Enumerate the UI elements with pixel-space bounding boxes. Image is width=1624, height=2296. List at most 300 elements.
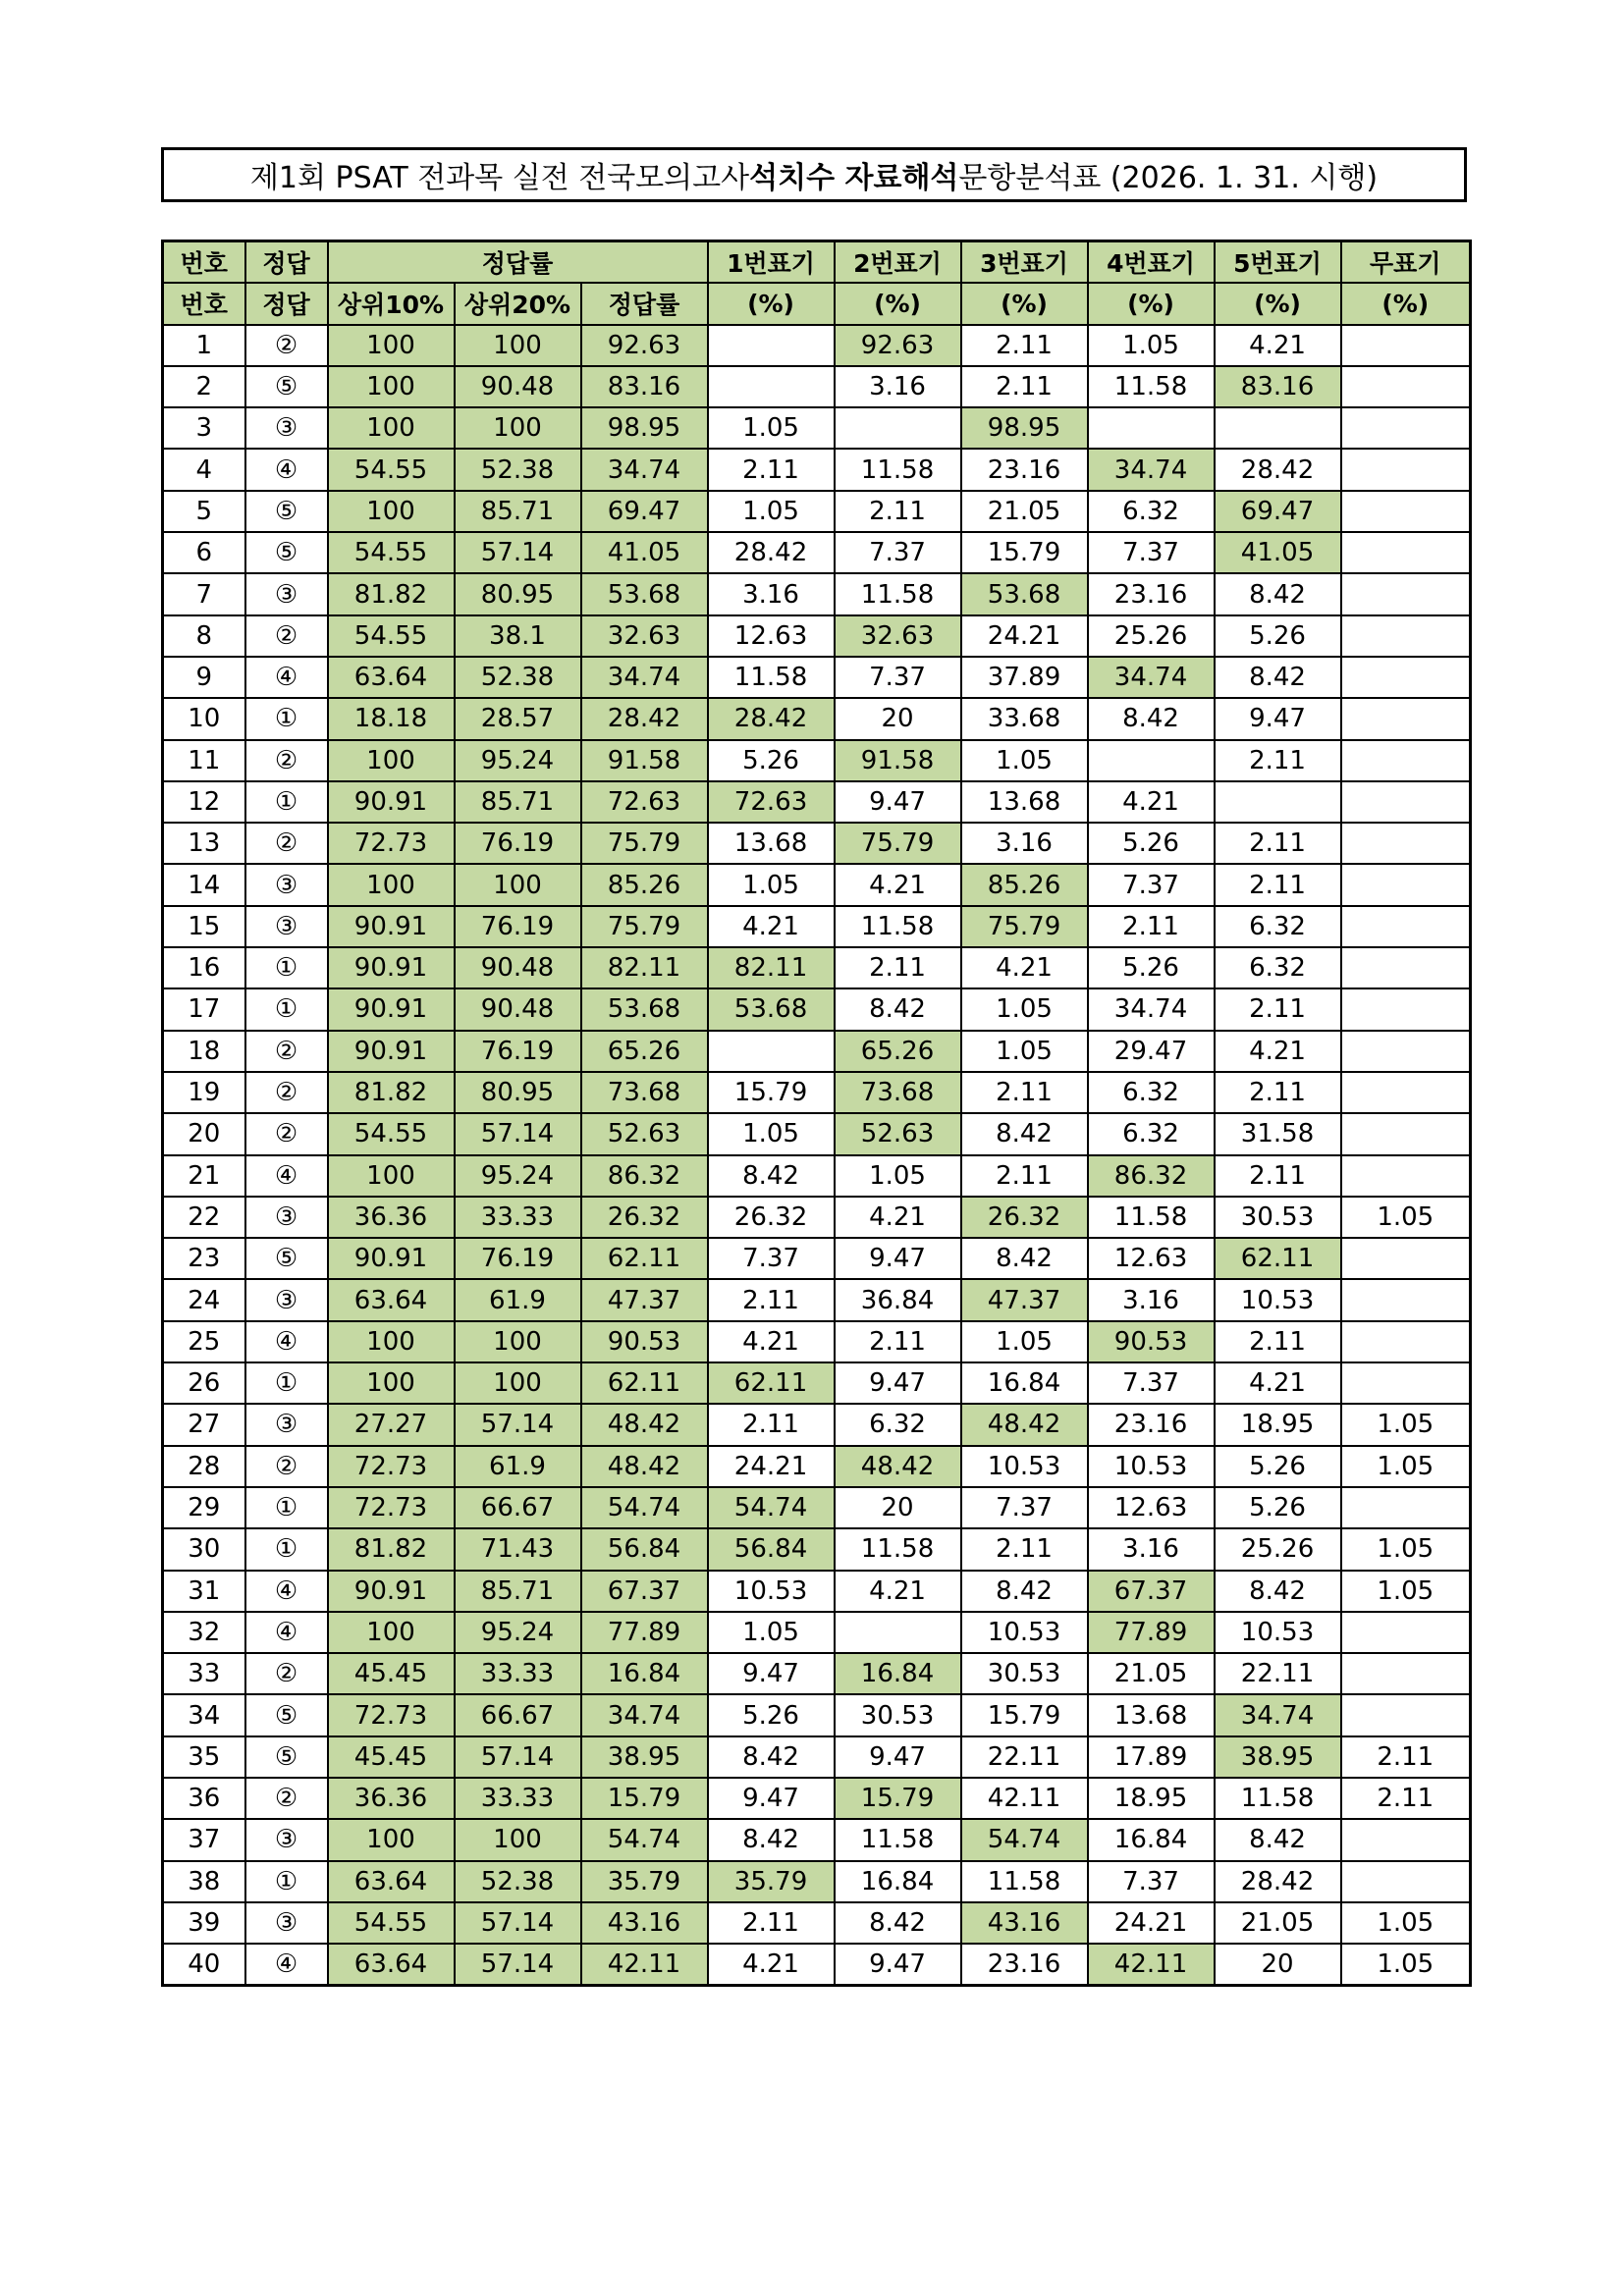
title-prefix: 제1회 PSAT 전과목 실전 전국모의고사 xyxy=(249,161,750,195)
cell-answer: ② xyxy=(245,1031,328,1072)
cell-mark-4: 6.32 xyxy=(1088,1072,1215,1113)
cell-top10: 90.91 xyxy=(328,781,455,823)
cell-top10: 100 xyxy=(328,1321,455,1362)
cell-mark-3: 37.89 xyxy=(961,657,1088,698)
cell-number: 20 xyxy=(163,1113,245,1154)
table-row xyxy=(163,366,1471,407)
cell-mark-5: 34.74 xyxy=(1215,1694,1341,1735)
cell-top10: 63.64 xyxy=(328,1944,455,1986)
cell-correct-rate: 34.74 xyxy=(581,657,708,698)
cell-no-mark xyxy=(1341,1694,1471,1735)
table-row xyxy=(163,906,1471,947)
cell-answer: ② xyxy=(245,740,328,781)
cell-mark-1: 5.26 xyxy=(708,740,835,781)
cell-correct-rate: 42.11 xyxy=(581,1944,708,1986)
cell-mark-1: 7.37 xyxy=(708,1238,835,1279)
header-row-2 xyxy=(163,283,1471,324)
cell-top20: 57.14 xyxy=(455,1113,581,1154)
cell-answer: ③ xyxy=(245,573,328,614)
cell-no-mark xyxy=(1341,449,1471,490)
cell-mark-5: 2.11 xyxy=(1215,988,1341,1030)
cell-mark-4: 86.32 xyxy=(1088,1155,1215,1197)
cell-mark-5: 8.42 xyxy=(1215,573,1341,614)
cell-mark-2: 6.32 xyxy=(835,1404,961,1445)
cell-number: 40 xyxy=(163,1944,245,1986)
cell-number: 29 xyxy=(163,1487,245,1528)
cell-mark-5: 30.53 xyxy=(1215,1197,1341,1238)
cell-top10: 72.73 xyxy=(328,1487,455,1528)
cell-mark-1: 54.74 xyxy=(708,1487,835,1528)
cell-top10: 63.64 xyxy=(328,1279,455,1320)
cell-no-mark xyxy=(1341,1321,1471,1362)
cell-mark-4: 6.32 xyxy=(1088,1113,1215,1154)
cell-mark-2: 11.58 xyxy=(835,573,961,614)
cell-top10: 63.64 xyxy=(328,1861,455,1902)
cell-mark-3: 11.58 xyxy=(961,1861,1088,1902)
cell-mark-1: 9.47 xyxy=(708,1778,835,1819)
cell-mark-4: 3.16 xyxy=(1088,1279,1215,1320)
cell-mark-3: 21.05 xyxy=(961,491,1088,532)
cell-mark-3: 48.42 xyxy=(961,1404,1088,1445)
table-row xyxy=(163,491,1471,532)
cell-correct-rate: 35.79 xyxy=(581,1861,708,1902)
cell-mark-5: 6.32 xyxy=(1215,906,1341,947)
cell-mark-2: 4.21 xyxy=(835,864,961,905)
cell-mark-5: 2.11 xyxy=(1215,1321,1341,1362)
cell-number: 5 xyxy=(163,491,245,532)
cell-top10: 100 xyxy=(328,1362,455,1404)
cell-number: 25 xyxy=(163,1321,245,1362)
cell-no-mark xyxy=(1341,1279,1471,1320)
cell-mark-3: 3.16 xyxy=(961,823,1088,864)
cell-no-mark xyxy=(1341,1653,1471,1694)
cell-top10: 72.73 xyxy=(328,823,455,864)
table-row xyxy=(163,1113,1471,1154)
cell-mark-1: 2.11 xyxy=(708,1902,835,1944)
cell-mark-5: 41.05 xyxy=(1215,532,1341,573)
subheader-correct-rate: 정답률 xyxy=(581,283,708,324)
header-mark-5: 5번표기 xyxy=(1215,241,1341,284)
cell-answer: ② xyxy=(245,1653,328,1694)
cell-number: 32 xyxy=(163,1612,245,1653)
cell-top20: 28.57 xyxy=(455,698,581,739)
cell-no-mark xyxy=(1341,573,1471,614)
cell-answer: ③ xyxy=(245,1902,328,1944)
cell-no-mark: 1.05 xyxy=(1341,1197,1471,1238)
cell-top10: 63.64 xyxy=(328,657,455,698)
cell-number: 4 xyxy=(163,449,245,490)
cell-correct-rate: 54.74 xyxy=(581,1487,708,1528)
cell-mark-2 xyxy=(835,1612,961,1653)
cell-mark-2: 7.37 xyxy=(835,657,961,698)
cell-number: 1 xyxy=(163,325,245,366)
cell-mark-1: 28.42 xyxy=(708,532,835,573)
cell-mark-4: 4.21 xyxy=(1088,781,1215,823)
cell-number: 15 xyxy=(163,906,245,947)
cell-number: 7 xyxy=(163,573,245,614)
cell-mark-3: 75.79 xyxy=(961,906,1088,947)
cell-mark-2: 16.84 xyxy=(835,1861,961,1902)
cell-mark-3: 1.05 xyxy=(961,1031,1088,1072)
cell-mark-2: 2.11 xyxy=(835,491,961,532)
cell-number: 16 xyxy=(163,947,245,988)
cell-number: 27 xyxy=(163,1404,245,1445)
subheader-mark-5-unit: (%) xyxy=(1215,283,1341,324)
cell-mark-4: 25.26 xyxy=(1088,615,1215,657)
header-correct-rate-group: 정답률 xyxy=(328,241,708,284)
cell-mark-1: 26.32 xyxy=(708,1197,835,1238)
cell-answer: ⑤ xyxy=(245,1694,328,1735)
cell-correct-rate: 28.42 xyxy=(581,698,708,739)
cell-top20: 33.33 xyxy=(455,1197,581,1238)
cell-mark-4: 11.58 xyxy=(1088,1197,1215,1238)
cell-top10: 54.55 xyxy=(328,449,455,490)
table-row xyxy=(163,1612,1471,1653)
cell-top10: 54.55 xyxy=(328,615,455,657)
cell-correct-rate: 47.37 xyxy=(581,1279,708,1320)
cell-top10: 54.55 xyxy=(328,532,455,573)
cell-top20: 90.48 xyxy=(455,366,581,407)
cell-mark-2: 9.47 xyxy=(835,781,961,823)
cell-mark-1: 4.21 xyxy=(708,1321,835,1362)
cell-mark-1: 8.42 xyxy=(708,1819,835,1860)
cell-no-mark xyxy=(1341,864,1471,905)
cell-answer: ③ xyxy=(245,1404,328,1445)
cell-mark-2: 75.79 xyxy=(835,823,961,864)
cell-top20: 100 xyxy=(455,1362,581,1404)
cell-mark-4: 5.26 xyxy=(1088,823,1215,864)
cell-top10: 90.91 xyxy=(328,1571,455,1612)
header-mark-4: 4번표기 xyxy=(1088,241,1215,284)
cell-no-mark xyxy=(1341,1487,1471,1528)
cell-no-mark xyxy=(1341,1072,1471,1113)
title-subject: 석치수 자료해석 xyxy=(749,161,959,195)
cell-top20: 52.38 xyxy=(455,1861,581,1902)
cell-top10: 100 xyxy=(328,1612,455,1653)
cell-no-mark xyxy=(1341,988,1471,1030)
table-row xyxy=(163,1736,1471,1778)
cell-mark-5: 10.53 xyxy=(1215,1279,1341,1320)
cell-mark-3: 2.11 xyxy=(961,325,1088,366)
cell-no-mark xyxy=(1341,1155,1471,1197)
cell-number: 33 xyxy=(163,1653,245,1694)
cell-mark-2: 11.58 xyxy=(835,449,961,490)
cell-mark-5: 28.42 xyxy=(1215,1861,1341,1902)
cell-correct-rate: 53.68 xyxy=(581,573,708,614)
cell-mark-2: 9.47 xyxy=(835,1362,961,1404)
cell-top20: 71.43 xyxy=(455,1528,581,1570)
cell-number: 6 xyxy=(163,532,245,573)
cell-mark-5: 9.47 xyxy=(1215,698,1341,739)
cell-number: 37 xyxy=(163,1819,245,1860)
cell-answer: ③ xyxy=(245,407,328,449)
cell-number: 18 xyxy=(163,1031,245,1072)
cell-number: 39 xyxy=(163,1902,245,1944)
cell-mark-2: 65.26 xyxy=(835,1031,961,1072)
cell-top10: 72.73 xyxy=(328,1446,455,1487)
cell-mark-1: 1.05 xyxy=(708,407,835,449)
cell-mark-4: 7.37 xyxy=(1088,1362,1215,1404)
cell-mark-4: 21.05 xyxy=(1088,1653,1215,1694)
cell-top10: 81.82 xyxy=(328,573,455,614)
cell-answer: ② xyxy=(245,615,328,657)
cell-mark-1 xyxy=(708,325,835,366)
cell-mark-3: 30.53 xyxy=(961,1653,1088,1694)
cell-mark-5: 69.47 xyxy=(1215,491,1341,532)
cell-answer: ⑤ xyxy=(245,1736,328,1778)
cell-mark-5: 28.42 xyxy=(1215,449,1341,490)
cell-no-mark: 1.05 xyxy=(1341,1571,1471,1612)
cell-mark-2: 1.05 xyxy=(835,1155,961,1197)
cell-top20: 61.9 xyxy=(455,1446,581,1487)
cell-number: 22 xyxy=(163,1197,245,1238)
cell-mark-4: 11.58 xyxy=(1088,366,1215,407)
cell-number: 38 xyxy=(163,1861,245,1902)
cell-mark-4: 1.05 xyxy=(1088,325,1215,366)
cell-answer: ⑤ xyxy=(245,1238,328,1279)
cell-mark-2: 48.42 xyxy=(835,1446,961,1487)
cell-mark-1: 1.05 xyxy=(708,491,835,532)
cell-mark-1: 8.42 xyxy=(708,1736,835,1778)
cell-number: 10 xyxy=(163,698,245,739)
cell-mark-3: 2.11 xyxy=(961,1155,1088,1197)
cell-answer: ② xyxy=(245,325,328,366)
subheader-top20: 상위20% xyxy=(455,283,581,324)
cell-mark-4: 12.63 xyxy=(1088,1487,1215,1528)
cell-correct-rate: 34.74 xyxy=(581,449,708,490)
table-row xyxy=(163,1279,1471,1320)
cell-answer: ① xyxy=(245,698,328,739)
table-row xyxy=(163,781,1471,823)
cell-top20: 76.19 xyxy=(455,1238,581,1279)
cell-no-mark xyxy=(1341,366,1471,407)
cell-correct-rate: 41.05 xyxy=(581,532,708,573)
cell-number: 28 xyxy=(163,1446,245,1487)
cell-mark-5: 62.11 xyxy=(1215,1238,1341,1279)
cell-no-mark xyxy=(1341,1031,1471,1072)
table-row xyxy=(163,1528,1471,1570)
cell-mark-2: 3.16 xyxy=(835,366,961,407)
cell-top20: 61.9 xyxy=(455,1279,581,1320)
subheader-top10: 상위10% xyxy=(328,283,455,324)
cell-answer: ② xyxy=(245,1072,328,1113)
cell-number: 35 xyxy=(163,1736,245,1778)
cell-mark-1: 1.05 xyxy=(708,1113,835,1154)
cell-top20: 100 xyxy=(455,1321,581,1362)
cell-mark-3: 47.37 xyxy=(961,1279,1088,1320)
cell-correct-rate: 75.79 xyxy=(581,823,708,864)
cell-mark-1: 12.63 xyxy=(708,615,835,657)
cell-top20: 76.19 xyxy=(455,823,581,864)
cell-mark-3: 23.16 xyxy=(961,449,1088,490)
table-row xyxy=(163,1362,1471,1404)
cell-mark-5: 2.11 xyxy=(1215,823,1341,864)
cell-mark-4: 34.74 xyxy=(1088,988,1215,1030)
cell-no-mark xyxy=(1341,740,1471,781)
cell-top10: 54.55 xyxy=(328,1902,455,1944)
cell-no-mark xyxy=(1341,657,1471,698)
cell-mark-1: 2.11 xyxy=(708,1279,835,1320)
cell-number: 34 xyxy=(163,1694,245,1735)
cell-mark-1: 53.68 xyxy=(708,988,835,1030)
cell-mark-1: 4.21 xyxy=(708,906,835,947)
cell-top10: 81.82 xyxy=(328,1072,455,1113)
cell-mark-2 xyxy=(835,407,961,449)
cell-top10: 90.91 xyxy=(328,906,455,947)
cell-top20: 100 xyxy=(455,1819,581,1860)
cell-top10: 90.91 xyxy=(328,1238,455,1279)
cell-answer: ④ xyxy=(245,449,328,490)
cell-no-mark xyxy=(1341,781,1471,823)
cell-top10: 36.36 xyxy=(328,1778,455,1819)
cell-correct-rate: 52.63 xyxy=(581,1113,708,1154)
cell-mark-2: 11.58 xyxy=(835,1819,961,1860)
cell-answer: ③ xyxy=(245,906,328,947)
cell-mark-3: 33.68 xyxy=(961,698,1088,739)
table-row xyxy=(163,1944,1471,1986)
header-answer: 정답 xyxy=(245,241,328,284)
cell-top20: 95.24 xyxy=(455,740,581,781)
cell-answer: ⑤ xyxy=(245,491,328,532)
cell-correct-rate: 34.74 xyxy=(581,1694,708,1735)
cell-number: 17 xyxy=(163,988,245,1030)
cell-top10: 100 xyxy=(328,407,455,449)
cell-top10: 36.36 xyxy=(328,1197,455,1238)
cell-mark-1 xyxy=(708,366,835,407)
cell-answer: ④ xyxy=(245,1944,328,1986)
cell-mark-5 xyxy=(1215,781,1341,823)
cell-mark-5: 38.95 xyxy=(1215,1736,1341,1778)
cell-mark-3: 7.37 xyxy=(961,1487,1088,1528)
cell-mark-3: 53.68 xyxy=(961,573,1088,614)
cell-mark-4: 3.16 xyxy=(1088,1528,1215,1570)
table-row xyxy=(163,1238,1471,1279)
item-analysis-table xyxy=(161,240,1472,1987)
cell-mark-1: 8.42 xyxy=(708,1155,835,1197)
cell-mark-3: 1.05 xyxy=(961,740,1088,781)
cell-top20: 100 xyxy=(455,407,581,449)
cell-no-mark: 1.05 xyxy=(1341,1528,1471,1570)
table-row xyxy=(163,698,1471,739)
cell-answer: ② xyxy=(245,823,328,864)
cell-mark-2: 4.21 xyxy=(835,1197,961,1238)
cell-number: 14 xyxy=(163,864,245,905)
cell-top20: 52.38 xyxy=(455,449,581,490)
cell-mark-1: 35.79 xyxy=(708,1861,835,1902)
cell-top10: 54.55 xyxy=(328,1113,455,1154)
cell-mark-2: 16.84 xyxy=(835,1653,961,1694)
cell-mark-2: 52.63 xyxy=(835,1113,961,1154)
cell-mark-3: 43.16 xyxy=(961,1902,1088,1944)
cell-mark-4: 34.74 xyxy=(1088,657,1215,698)
cell-number: 11 xyxy=(163,740,245,781)
table-row xyxy=(163,1321,1471,1362)
table-row xyxy=(163,864,1471,905)
cell-answer: ① xyxy=(245,1861,328,1902)
cell-mark-3: 1.05 xyxy=(961,1321,1088,1362)
cell-mark-2: 11.58 xyxy=(835,906,961,947)
cell-mark-5 xyxy=(1215,407,1341,449)
cell-mark-4: 34.74 xyxy=(1088,449,1215,490)
cell-correct-rate: 75.79 xyxy=(581,906,708,947)
cell-answer: ③ xyxy=(245,1197,328,1238)
cell-mark-3: 16.84 xyxy=(961,1362,1088,1404)
cell-top20: 38.1 xyxy=(455,615,581,657)
cell-no-mark: 1.05 xyxy=(1341,1944,1471,1986)
cell-mark-5: 2.11 xyxy=(1215,1155,1341,1197)
cell-mark-4: 12.63 xyxy=(1088,1238,1215,1279)
cell-correct-rate: 92.63 xyxy=(581,325,708,366)
cell-mark-1: 4.21 xyxy=(708,1944,835,1986)
cell-mark-3: 10.53 xyxy=(961,1612,1088,1653)
table-row xyxy=(163,1487,1471,1528)
cell-mark-5: 4.21 xyxy=(1215,1362,1341,1404)
cell-mark-1: 1.05 xyxy=(708,864,835,905)
table-row xyxy=(163,657,1471,698)
cell-mark-2: 30.53 xyxy=(835,1694,961,1735)
table-row xyxy=(163,449,1471,490)
cell-top20: 95.24 xyxy=(455,1155,581,1197)
cell-mark-1: 56.84 xyxy=(708,1528,835,1570)
cell-mark-3: 42.11 xyxy=(961,1778,1088,1819)
cell-answer: ① xyxy=(245,988,328,1030)
subheader-mark-3-unit: (%) xyxy=(961,283,1088,324)
cell-no-mark xyxy=(1341,823,1471,864)
cell-answer: ④ xyxy=(245,1321,328,1362)
cell-correct-rate: 54.74 xyxy=(581,1819,708,1860)
cell-mark-1 xyxy=(708,1031,835,1072)
header-no-mark: 무표기 xyxy=(1341,241,1471,284)
cell-number: 2 xyxy=(163,366,245,407)
cell-mark-5: 21.05 xyxy=(1215,1902,1341,1944)
cell-no-mark xyxy=(1341,1612,1471,1653)
cell-correct-rate: 62.11 xyxy=(581,1238,708,1279)
cell-correct-rate: 32.63 xyxy=(581,615,708,657)
cell-mark-2: 92.63 xyxy=(835,325,961,366)
cell-no-mark xyxy=(1341,698,1471,739)
cell-mark-5: 2.11 xyxy=(1215,740,1341,781)
title-suffix: 문항분석표 (2026. 1. 31. 시행) xyxy=(958,161,1379,195)
cell-top10: 100 xyxy=(328,1155,455,1197)
cell-mark-1: 10.53 xyxy=(708,1571,835,1612)
cell-top20: 80.95 xyxy=(455,1072,581,1113)
cell-correct-rate: 82.11 xyxy=(581,947,708,988)
cell-mark-1: 28.42 xyxy=(708,698,835,739)
subheader-answer: 정답 xyxy=(245,283,328,324)
table-row xyxy=(163,1197,1471,1238)
cell-mark-2: 9.47 xyxy=(835,1944,961,1986)
cell-correct-rate: 62.11 xyxy=(581,1362,708,1404)
cell-number: 3 xyxy=(163,407,245,449)
cell-answer: ④ xyxy=(245,1571,328,1612)
cell-top20: 33.33 xyxy=(455,1653,581,1694)
table-row xyxy=(163,988,1471,1030)
cell-mark-3: 8.42 xyxy=(961,1113,1088,1154)
cell-answer: ④ xyxy=(245,657,328,698)
cell-answer: ③ xyxy=(245,1819,328,1860)
header-mark-1: 1번표기 xyxy=(708,241,835,284)
cell-mark-2: 73.68 xyxy=(835,1072,961,1113)
cell-top10: 81.82 xyxy=(328,1528,455,1570)
cell-correct-rate: 38.95 xyxy=(581,1736,708,1778)
cell-mark-1: 72.63 xyxy=(708,781,835,823)
cell-no-mark xyxy=(1341,1238,1471,1279)
cell-mark-2: 36.84 xyxy=(835,1279,961,1320)
cell-mark-3: 1.05 xyxy=(961,988,1088,1030)
cell-correct-rate: 86.32 xyxy=(581,1155,708,1197)
cell-correct-rate: 77.89 xyxy=(581,1612,708,1653)
cell-mark-2: 15.79 xyxy=(835,1778,961,1819)
